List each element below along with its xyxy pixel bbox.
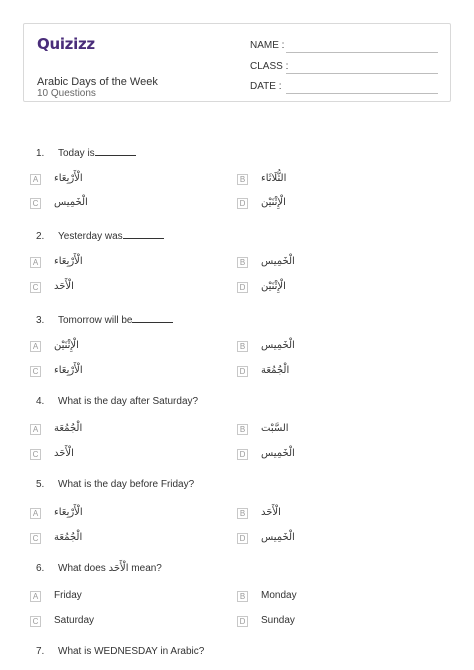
option-text: الْإِثْنَيْن [54,340,79,351]
option-text: الْخَمِيس [261,340,295,351]
question-count: 10 Questions [37,88,96,99]
question-text: Yesterday was [58,231,123,242]
option-letter: C [30,533,41,544]
question-text: What is the day before Friday? [58,479,195,490]
option-letter: C [30,449,41,460]
option-text: الْخَمِيس [261,256,295,267]
option-letter: A [30,508,41,519]
option-letter: B [237,257,248,268]
question-6 [36,563,162,574]
question-text-end: mean? [131,563,162,574]
answer-blank [95,146,136,156]
option-letter: C [30,198,41,209]
option-text: الْأَحَد [54,448,74,459]
option-letter: B [237,508,248,519]
option-text: السَّبْت [261,423,289,434]
worksheet-title: Arabic Days of the Week [37,76,158,88]
question-text: What does [58,563,106,574]
option-text: الْأَرْبِعَاء [54,256,83,267]
option-letter: D [237,282,248,293]
option-letter: D [237,616,248,627]
option-letter: A [30,591,41,602]
question-text: Today is [58,148,95,159]
option-text: Sunday [261,615,295,626]
date-label: DATE : [250,81,282,92]
option-text: الْجُمُعَة [54,423,83,434]
option-letter: A [30,257,41,268]
question-number: 1. [36,148,45,159]
option-letter: A [30,424,41,435]
option-text: Friday [54,590,82,601]
question-number: 4. [36,396,45,407]
class-field[interactable] [286,73,438,74]
option-text: الْأَرْبِعَاء [54,507,83,518]
option-letter: C [30,366,41,377]
question-number: 3. [36,315,45,326]
option-letter: B [237,591,248,602]
answer-blank [132,313,173,323]
option-letter: D [237,366,248,377]
question-4 [36,396,198,407]
name-label: NAME : [250,40,285,51]
option-letter: D [237,198,248,209]
option-letter: B [237,174,248,185]
question-5 [36,479,194,490]
option-text: الْجُمُعَة [261,365,290,376]
answer-blank [123,229,164,239]
option-letter: A [30,174,41,185]
option-text: الْإِثْنَيْن [261,197,286,208]
quizizz-logo: Quizizz [37,35,95,53]
question-text: What is the day after Saturday? [58,396,199,407]
question-arabic-term: الْأَحَد [108,563,129,574]
question-text: Tomorrow will be [58,315,133,326]
date-field[interactable] [286,93,438,94]
question-number: 2. [36,231,45,242]
option-text: الْإِثْنَيْن [261,281,286,292]
option-text: الْأَحَد [261,507,281,518]
option-letter: B [237,424,248,435]
option-letter: C [30,282,41,293]
option-letter: A [30,341,41,352]
question-2 [36,229,164,242]
class-label: CLASS : [250,61,289,72]
option-letter: C [30,616,41,627]
question-number: 6. [36,563,45,574]
option-text: الثُّلَاثَاء [261,173,287,184]
option-text: الْأَرْبِعَاء [54,173,83,184]
option-text: الْخَمِيس [261,448,295,459]
option-text: Saturday [54,615,95,626]
question-number: 5. [36,479,45,490]
question-1 [36,146,136,159]
question-3 [36,313,173,326]
option-text: الْخَمِيس [54,197,88,208]
option-letter: B [237,341,248,352]
option-text: الْأَرْبِعَاء [54,365,83,376]
name-field[interactable] [286,52,438,53]
option-text: الْخَمِيس [261,532,295,543]
question-text: What is WEDNESDAY in Arabic? [58,646,205,657]
option-text: الْجُمُعَة [54,532,83,543]
option-letter: D [237,449,248,460]
question-number: 7. [36,646,45,657]
option-letter: D [237,533,248,544]
option-text: الْأَحَد [54,281,74,292]
question-7 [36,646,204,657]
option-text: Monday [261,590,297,601]
